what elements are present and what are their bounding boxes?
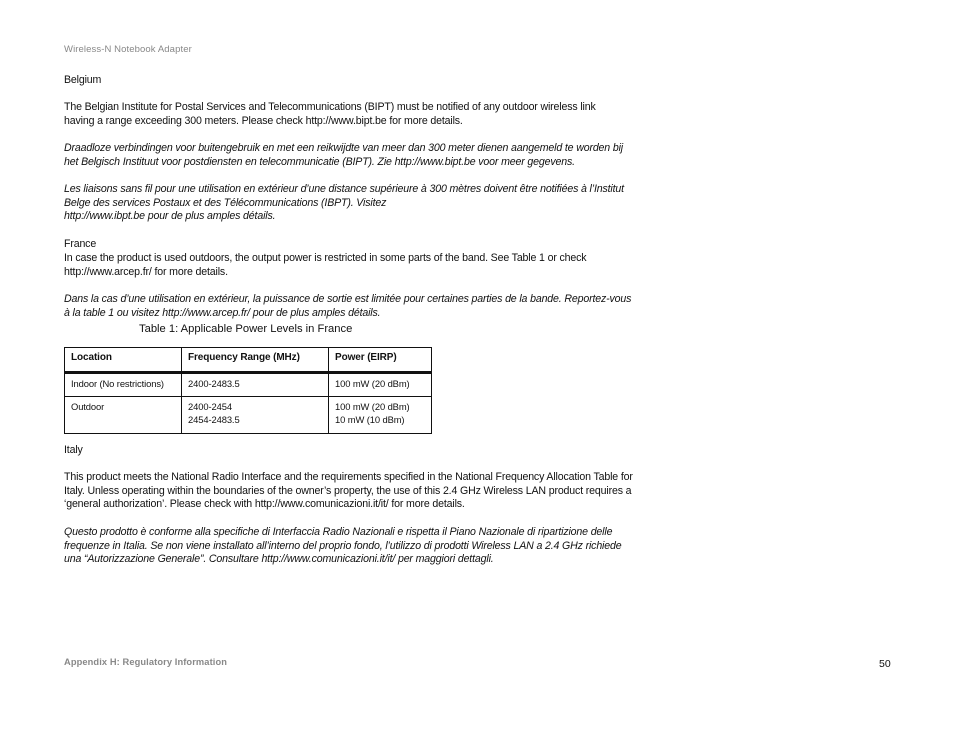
- table-row: [65, 373, 432, 397]
- cell-location: Indoor (No restrictions): [65, 373, 182, 397]
- page-number: 50: [879, 658, 891, 670]
- paragraph-belgium-fr: [64, 183, 624, 224]
- cell-frequency: [182, 397, 329, 434]
- cell-power-line1: 100 mW (20 dBm): [335, 401, 410, 412]
- paragraph-belgium-fr-line1: Les liaisons sans fil pour une utilisation en extérieur d’une distance supérieure à 300 mètres doivent être notifiées à l’Institut Belge des services Postaux et des Télécommunications (IBPT). Visitez: [64, 183, 624, 209]
- column-header-power: Power (EIRP): [329, 348, 432, 373]
- paragraph-italy-it: Questo prodotto è conforme alla specifiche di Interfaccia Radio Nazionali e rispetta il Piano Nazionale di ripartizione delle frequenze in Italia. Se non viene installato all’interno del proprio fondo, l’utilizzo di prodotti Wireless LAN a 2.4 GHz richiede una “Autorizzazione Generale”. Consultare http://www.comunicazioni.it/it/ per maggiori dettagli.: [64, 526, 622, 566]
- cell-power: [329, 397, 432, 434]
- paragraph-belgium-fr-line2: http://www.ibpt.be pour de plus amples détails.: [64, 210, 276, 223]
- cell-frequency-line1: 2400-2454: [188, 401, 232, 412]
- cell-power: 100 mW (20 dBm): [329, 373, 432, 397]
- power-levels-table: [64, 347, 432, 434]
- section-heading-belgium: Belgium: [64, 74, 102, 86]
- paragraph-france-fr: Dans la cas d’une utilisation en extérieur, la puissance de sortie est limitée pour certaines parties de la bande. Reportez-vous à la table 1 ou visitez http://www.arcep.fr/ pour de plus amples détails.: [64, 293, 632, 319]
- column-header-frequency: Frequency Range (MHz): [182, 348, 329, 373]
- table-caption: Table 1: Applicable Power Levels in France: [139, 323, 353, 335]
- paragraph-italy-en: This product meets the National Radio Interface and the requirements specified in the National Frequency Allocation Table for Italy. Unless operating within the boundaries of the owner’s property, the use of this 2.4 GHz Wireless LAN product requires a ‘general authorization’. Please check with http://www.comunicazioni.it/it/ for more details.: [64, 471, 633, 511]
- cell-power-line2: 10 mW (10 dBm): [335, 413, 405, 425]
- paragraph-belgium-en: The Belgian Institute for Postal Services and Telecommunications (BIPT) must be notified of any outdoor wireless link having a range exceeding 300 meters. Please check http://www.bipt.be for more details.: [64, 101, 596, 127]
- table-header-row: [65, 348, 432, 373]
- paragraph-belgium-nl: Draadloze verbindingen voor buitengebruik en met een reikwijdte van meer dan 300 meter dienen aangemeld te worden bij het Belgisch Instituut voor postdiensten en telecommunicatie (BIPT). Zie http://www.bipt.be voor meer gegevens.: [64, 142, 623, 168]
- cell-frequency-line2: 2454-2483.5: [188, 413, 240, 425]
- running-footer: Appendix H: Regulatory Information: [64, 657, 227, 667]
- cell-location: Outdoor: [65, 397, 182, 434]
- column-header-location: Location: [65, 348, 182, 373]
- running-header: Wireless-N Notebook Adapter: [64, 44, 192, 55]
- table-row: [65, 397, 432, 434]
- paragraph-france-en: In case the product is used outdoors, the output power is restricted in some parts of the band. See Table 1 or check http://www.arcep.fr/ for more details.: [64, 252, 587, 278]
- cell-frequency: 2400-2483.5: [182, 373, 329, 397]
- section-heading-france: France: [64, 238, 97, 250]
- section-heading-italy: Italy: [64, 444, 83, 456]
